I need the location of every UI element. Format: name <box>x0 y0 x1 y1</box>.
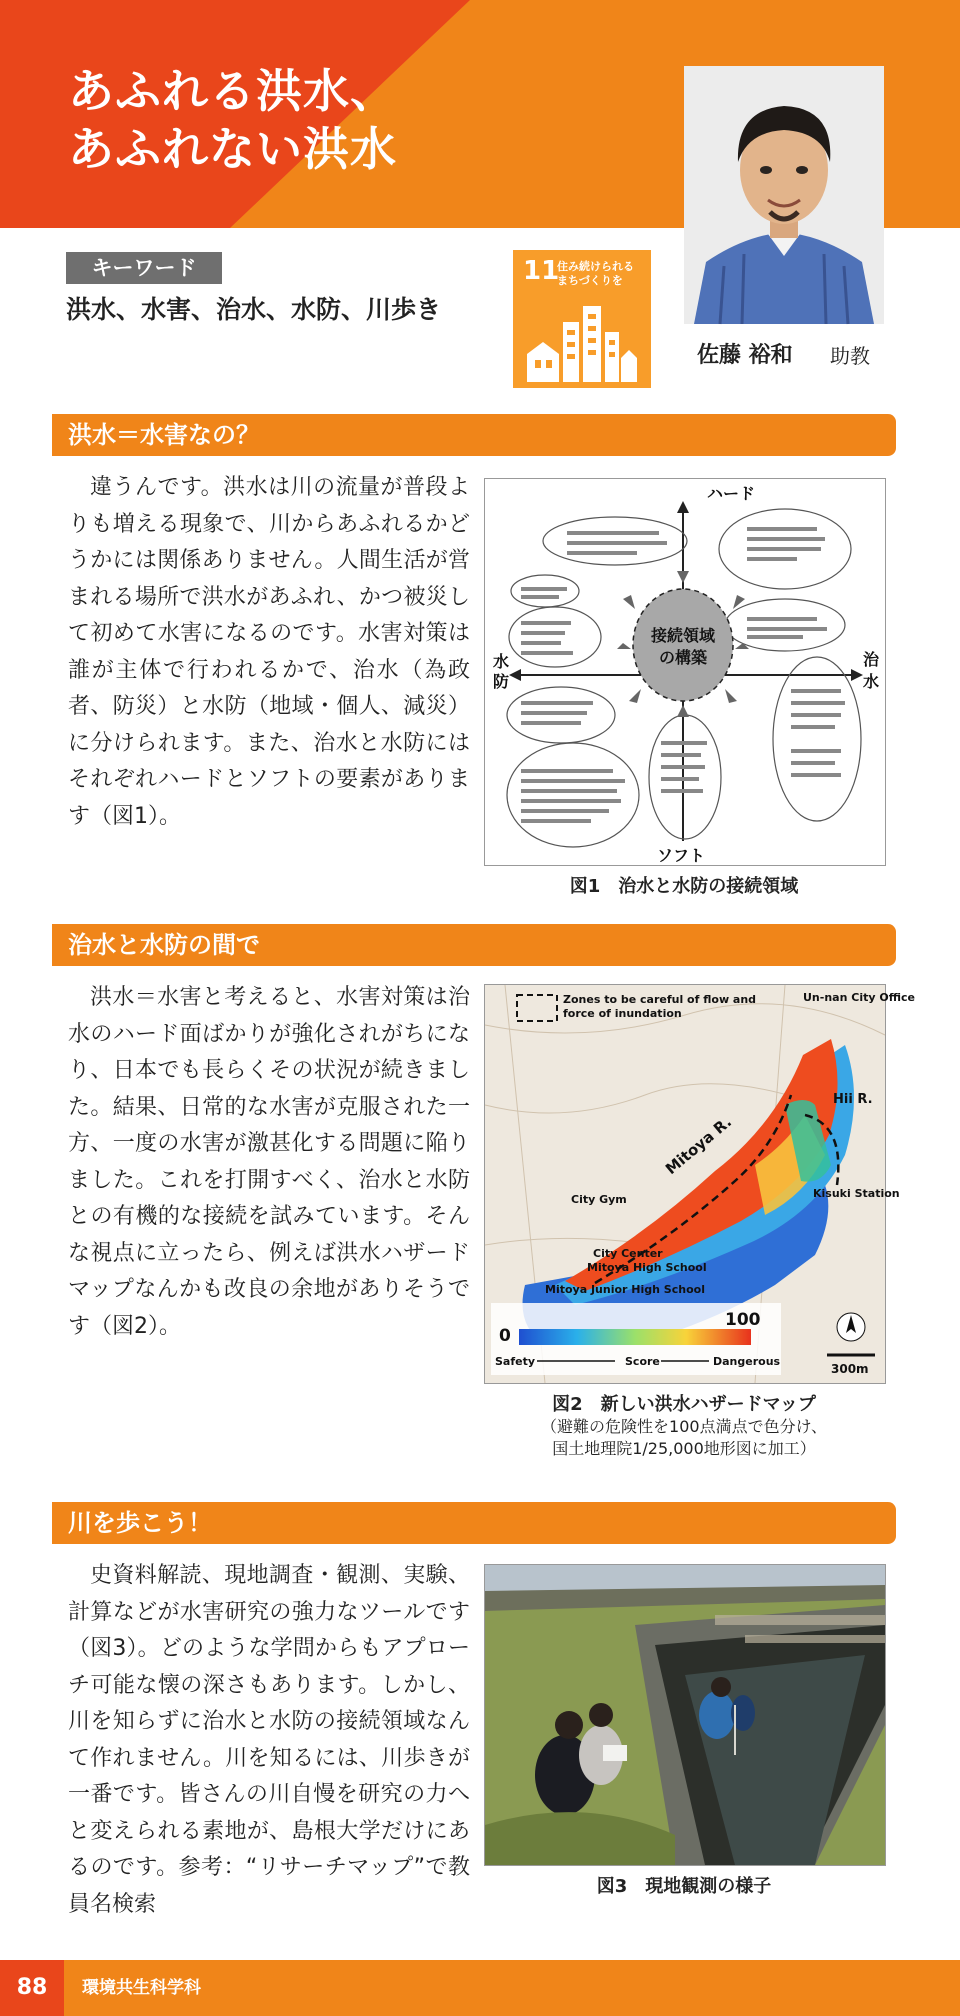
sdg-number: 11 <box>523 256 560 286</box>
scale-high: Dangerous <box>713 1355 781 1368</box>
figure-1-axis-left <box>493 652 509 691</box>
figure-2-note-2: 国土地理院1/25,000地形図に加工） <box>552 1439 816 1458</box>
map-label-station: Kisuki Station <box>813 1187 900 1200</box>
figure-1-axis-bottom <box>657 846 705 865</box>
figure-2-caption: 図2 新しい洪水ハザードマップ <box>552 1394 816 1415</box>
figure-1-diagram <box>484 478 886 866</box>
section-body-3: 史資料解読、現地調査・観測、実験、計算などが水害研究の強力なツールです（図3）。どのような学問からもアプローチ可能な懐の深さもあります。しかし、川を知らずに治水と水防の接続領域なんて作れません。川を知るには、川歩きが一番です。皆さんの川自慢を研究の力へと変えられる素地が、島根大学だけにあるのです。参考：“リサーチマップ”で教員名検索 <box>68 1563 470 1917</box>
section-heading-2: 治水と水防の間で <box>52 924 896 966</box>
sdg-label: 住み続けられる まちづくりを <box>557 260 634 287</box>
svg-text:の構築: の構築 <box>658 648 708 667</box>
map-label-gym: City Gym <box>571 1193 627 1206</box>
figure-1-caption: 図1 治水と水防の接続領域 <box>569 876 799 897</box>
section-body-2: 洪水＝水害と考えると、水害対策は治水のハード面ばかりが強化されがちになり、日本でも長らくその状況が続きました。結果、日常的な水害が克服された一方、一度の水害が激甚化する問題に陥りました。これを打開すべく、治水と水防との有機的な接続を試みています。そんな視点に立ったら、例えば洪水ハザードマップなんかも改良の余地がありそうです（図2）。 <box>68 985 470 1339</box>
map-label-school1: Mitoya High School <box>587 1261 707 1274</box>
map-label-river2: Hii R. <box>833 1092 873 1107</box>
section-heading-3: 川を歩こう！ <box>52 1502 896 1544</box>
svg-text:水: 水 <box>493 652 510 671</box>
map-label-office: Un-nan City Office <box>803 991 915 1004</box>
figure-2-legend-text: Zones to be careful of flow and force of inundation <box>563 993 757 1020</box>
figure-3-photo <box>484 1564 886 1866</box>
section-body-1: 違うんです。洪水は川の流量が普段よりも増える現象で、川からあふれるかどうかには関係ありません。人間生活が営まれる場所で洪水があふれ、かつ被災して初めて水害になるのです。水害対策は誰が主体で行われるかで、治水（為政者、防災）と水防（地域・個人、減災）に分けられます。また、治水と水防にはそれぞれハードとソフトの要素があります（図1）。 <box>68 475 470 829</box>
keyword-label: キーワード <box>66 252 222 284</box>
svg-text:水: 水 <box>863 672 880 691</box>
page-title: あふれる洪水、 あふれない洪水 <box>68 64 397 176</box>
figure-1-axis-top <box>707 484 755 503</box>
figure-3-caption: 図3 現地観測の様子 <box>596 1876 772 1897</box>
map-label-school2: Mitoya Junior High School <box>545 1283 705 1296</box>
scale-max: 100 <box>725 1310 761 1330</box>
city-icon <box>527 302 637 382</box>
section-heading-1: 洪水＝水害なの？ <box>52 414 896 456</box>
sdg-badge <box>513 250 651 388</box>
map-label-river1: Mitoya R. <box>662 1112 736 1179</box>
scale-mid: Score <box>625 1355 660 1368</box>
page-number: 88 <box>0 1960 64 2016</box>
author-name: 佐藤 裕和 <box>697 343 793 368</box>
scale-low: Safety <box>495 1355 536 1368</box>
map-label-center: City Center <box>593 1247 663 1260</box>
portrait-photo <box>684 66 884 324</box>
svg-text:ハード: ハード <box>707 484 756 503</box>
keyword-text: 洪水、水害、治水、水防、川歩き <box>66 295 442 324</box>
svg-text:ソフト: ソフト <box>657 846 706 865</box>
scale-min: 0 <box>499 1326 511 1346</box>
figure-2-map <box>484 984 915 1384</box>
figure-2-note-1: （避難の危険性を100点満点で色分け、 <box>541 1417 827 1436</box>
department-name: 環境共生科学科 <box>82 1978 201 1998</box>
svg-text:接続領域: 接続領域 <box>650 626 716 645</box>
scale-distance: 300m <box>831 1362 869 1376</box>
svg-text:治: 治 <box>863 650 880 669</box>
svg-text:防: 防 <box>493 672 510 691</box>
author-role: 助教 <box>830 344 870 368</box>
figure-1-axis-right <box>863 650 880 691</box>
